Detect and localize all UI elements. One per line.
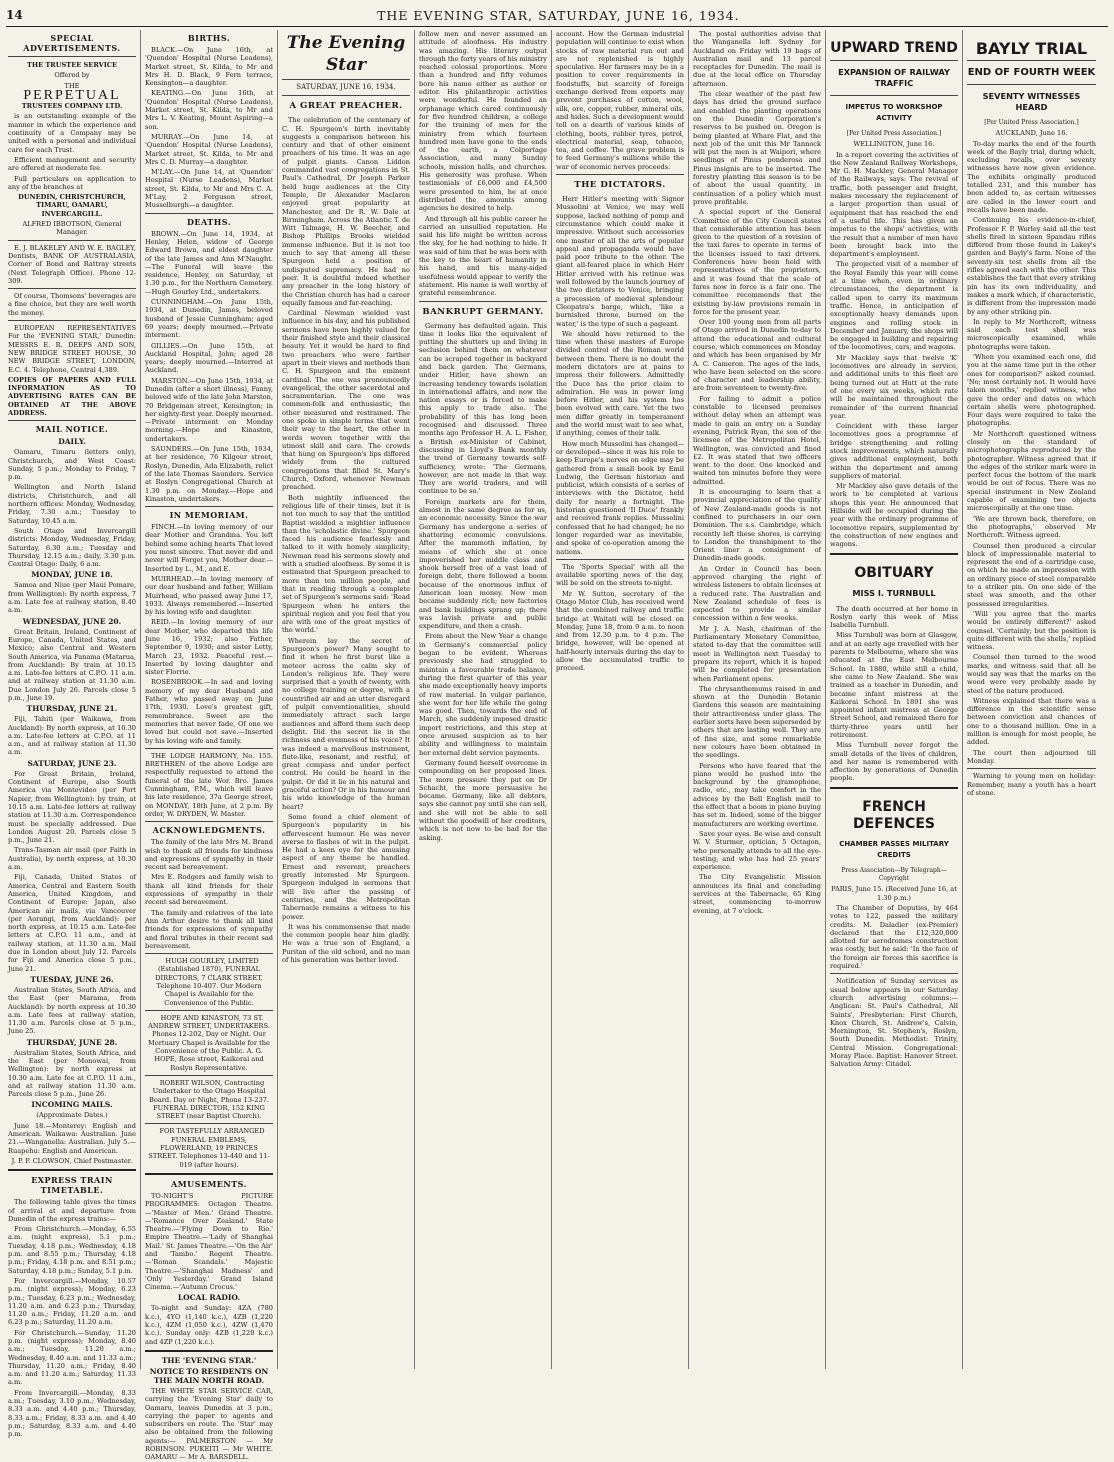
mail-item: Oamaru, Timaru (letters only), Christchurch, and West Coast: Sunday, 5 p.m.; Monday to Friday, 7 p.m.	[8, 448, 136, 482]
mail-item: Fiji, Canada, United States of America, Central and Eastern South America, United Kingdom, and Continent of Europe: Japan, also American air mails, via Vancouver (per Aorangi, from Auckland): per north express, at 10.15 a.m. Late-fee letters at C.P.O. 11 a.m., and at railway station, at 11.30 a.m. Mail due in London about July 12. Parcels for Fiji and America close 5 p.m., June 21.	[8, 873, 136, 973]
article-paragraph: 'When you examined each one, did you at the same time put in the other ones for comparison?' asked counsel. 'No; most certainly not. It would have taken months,' replied witness, who gave the order and dates on which certain shells were photographed. Four days were required to take the photographs.	[967, 353, 1096, 428]
news-item: Over 100 young men from all parts of Otago arrived in Dunedin to-day to attend the educational and cultural course, which commences on Monday and which has been organised by Mr A. C. Cameron. The ages of the lads, who have been selected on the score of character and leadership ability, are from seventeen to twenty-five.	[693, 318, 821, 393]
florist-ad: FOR TASTEFULLY ARRANGED FUNERAL EMBLEMS, FLOWERLAND, 19 PRINCES STREET. Telephones 13-440 and 11-019 (after hours).	[148, 1127, 270, 1169]
death-notice: GILLIES.—On June 15th, at Auckland Hospital, John; aged 28 years; deeply mourned.—Interred at Auckland.	[145, 341, 273, 375]
editorial-paragraph: Some found a chief element of Spurgeon's popularity in his effervescent humour. He was never averse to flashes of wit in the pulpit. He had a keen eye for the amusing aspect of any theme he handled. Ernest and reverent, preachers greatly interested Mr Spurgeon. Spurgeon indulged in sermons that will live after the passing of centuries, and the Metropolitan Tabernacle remains a witness to his power.	[282, 812, 410, 921]
mail-item: Australian States, South Africa, and the East (per Marama, from Auckland): by north express at 10.30 a.m. Late fees at railway station, 11.30 a.m. Parcels close at 5 p.m., June 25.	[8, 985, 136, 1036]
acknowledgments-heading: ACKNOWLEDGMENTS.	[152, 825, 266, 836]
service-car-notice: THE WHITE STAR SERVICE CAR, carrying the 'Evening Star' daily to Oamaru, leaves Dunedin at 3 p.m., carrying the paper to agents and subscribers en route. The 'Star' may also be obtained from the following agents:— PALMERSTON — Mr ROBINSON. PUKEITI — Mr WHITE. OAMARU — Mr A. BARSDELL.	[145, 1386, 273, 1462]
date-heading: THURSDAY, JUNE 28.	[26, 1037, 118, 1047]
mail-item: Samoa and Niue (per Maui Pomare, from Wellington): By north express, 7 a.m. Late fee at railway station, 8.40 a.m.	[8, 581, 136, 615]
article-paragraph: In a report covering the activities of the New Zealand Railway Workshops, Mr G. H. Mackley, General Manager of the Railways, says: The revival of traffic, both passenger and freight, makes necessary the replacement of a larger proportion than usual of equipment that has reached the end of a useful life. This has given an impetus to the shops' activities, with the result that a number of men have been brought back into the department's employment.	[830, 150, 958, 259]
express-timetable-heading: EXPRESS TRAIN TIMETABLE.	[31, 1175, 113, 1196]
mail-item: For Great Britain, Ireland, Continent of Europe, also South America via Montevideo (per Port Napier, from Wellington): by train, at 10.15 a.m. Late-fee letters at railway station at 11.30 a.m. Correspondence must be specially addressed. Due London August 20. Parcels close 5 p.m., June 21.	[8, 769, 136, 845]
birth-notice: MURRAY.—On June 14, at 'Quendon' Hospital (Nurse Leadens), Market street, St. Kilda, to Mr and Mrs C. D. Murray—a daughter.	[145, 132, 273, 166]
birth-notice: BLACK.—On June 16th, at 'Quendon' Hospital (Nurse Leadens), Market street, St. Kilda, to Mr and Mrs H. D. Black, 9 Fern terrace, Kensington—a daughter.	[145, 46, 273, 88]
timetable-item: From Invercargill.—Monday, 8.33 a.m.; Tuesday, 3.10 p.m.; Wednesday, 8.33 a.m. and 4.40 p.m.; Thursday, 8.33 a.m.; Friday, 8.33 a.m. and 4.40 p.m.; Saturday, 8.33 a.m. and 4.40 p.m.	[8, 1388, 136, 1439]
workshop-subheading: IMPETUS TO WORKSHOP ACTIVITY	[845, 103, 943, 122]
timetable-item: From Christchurch.—Monday, 6.55 a.m. (night express), 5.1 p.m.; Tuesday, 4.18 p.m.; Wednesday, 4.18 p.m. and 8.55 p.m.; Thursday, 4.18 p.m.; Friday, 4.18 p.m. and 8.51 p.m.; Saturday, 4.18 p.m.; Sunday, 5.1 p.m.	[8, 1225, 136, 1275]
date-heading: WEDNESDAY, JUNE 20.	[22, 616, 122, 626]
news-item: The City Evangelistic Mission announces its final and concluding services at the Tabernacle, 65 King street, commencing to-morrow evening, at 7 o'clock.	[693, 873, 821, 915]
memoriam-notice: FINCH.—In loving memory of our dear Mother and Grandma. You left behind some aching hearts That loved you most sincere. That never did and never will Forget you, Mother dear.—Inserted by L., M., and E.	[145, 523, 273, 573]
editorial-date: SATURDAY, JUNE 16, 1934.	[296, 83, 396, 91]
evening-star-notice: THE 'EVENING STAR.'	[161, 1355, 257, 1365]
postmaster-signature: J. P. P. CLOWSON, Chief Postmaster.	[11, 1156, 133, 1165]
article-paragraph: In reply to Mr Northcroft, witness said each test shell was microscopically examined, while photographs were taken.	[967, 317, 1096, 351]
mail-item: June 18.—Monterey: English and American. Waikawa: Australian. June 21.—Wanganella: Australian. July 5.—Ruapehu: English and American.	[8, 1121, 136, 1155]
upward-trend-headline: UPWARD TREND	[830, 40, 958, 56]
article-paragraph: The Chamber of Deputies, by 464 votes to 122, passed the military credits. M. Daladier (ex-Premier) declared that the £12,320,000 allotted for aerodromes construction was costly, but he said: 'In the face of the foreign air forces this sacrifice is required.'	[830, 903, 958, 971]
obituary-headline: OBITUARY	[854, 564, 934, 581]
columns	[4, 30, 1110, 1462]
birth-notice: KEATING.—On June 16th, at 'Quendon' Hospital (Nurse Leadens), Market street, St. Kilda, to Mr and Mrs L. V. Keating, Mount Aspiring—a son.	[145, 89, 273, 131]
copies-notice: COPIES OF PAPERS AND FULL INFORMATION AS TO ADVERTISING RATES CAN BE OBTAINED AT THE ABOVE ADDRESS.	[8, 375, 136, 417]
obituary-subheading: MISS I. TURNBULL	[852, 587, 936, 598]
in-memoriam-heading: IN MEMORIAM.	[169, 510, 249, 521]
mail-item: Trans-Tasman air mail (per Faith in Australia), by north express, at 10.30 a.m.	[8, 846, 136, 872]
article-paragraph: The projected visit of a member of the Royal Family this year will come at a time when, even in ordinary circumstances, the department is called upon to carry its maximum traffic. Hence, in anticipation of exceptionally heavy demands upon engines and rolling stock in December and January, the shops will be engaged in building and repairing of the locomotives, cars, and wagons.	[830, 260, 958, 352]
undertaker-ad: ROBERT WILSON, Contracting Undertaker to the Otago Hospital Board. Day or Night, Phone 13-237. FUNERAL DIRECTOR, 152 KING STREET (near Baptist Church).	[149, 1078, 269, 1121]
article-paragraph: Miss Turnbull never forgot the small details of the lives of children, and her name is remembered with affection by generations of Dunedin people.	[830, 741, 958, 783]
witnesses-subheading: SEVENTY WITNESSES HEARD	[982, 91, 1081, 112]
european-reps: EUROPEAN REPRESENTATIVES For the 'EVENING STAR,' Dunedin: MESSRS E. R. DEEPS AND SON, NEW BRIDGE STREET HOUSE, 30 NEW BRIDGE STREET, LONDON, E.C. 4. Telephone, Central 4,389.	[8, 324, 136, 374]
timetable-item: The following table gives the times of arrival at and departure from Dunedin of the express trains:—	[8, 1198, 136, 1223]
news-item: The postal authorities advise that the Wanganella left Sydney for Auckland on Friday with 19 bags of Australian mail and 13 parcel receptacles for Dunedin. The mail is due at the local office on Thursday afternoon.	[693, 30, 821, 88]
date-heading: SATURDAY, JUNE 23.	[27, 758, 117, 768]
death-notice: SAUNDERS.—On June 15th, 1934, at her residence, 76 Kilgour street, Roslyn, Dunedin, Ada Elizabeth, relict of the late Thomas Saunders. Service at Roslyn Congregational Church at 1.30 p.m. on Monday.—Hope and Kinaston, undertakers.	[145, 445, 273, 503]
dictators-heading: THE DICTATORS.	[574, 180, 666, 191]
article-paragraph: The court then adjourned till Monday.	[967, 748, 1096, 765]
news-item: Mr W. Sutton, secretary of the Otago Motor Club, has received word that the combined railway and traffic bridge at Waitati will be closed on Monday, June 18, from 9 a.m. to noon and from 12.30 p.m. to 4 p.m. The bridge, however, will be opened at half-hourly intervals during the day to allow the accumulated traffic to proceed.	[556, 589, 684, 673]
column-3	[278, 30, 415, 1369]
editorial-paragraph: How much Mussolini has changed—or developed—since it was his role to keep Europe's nerves on edge may be gathered from a small book by Emil Ludwig, the German historian and publicist, which consists of a series of interviews with the Dictator, held daily for nearly a fortnight. The historian questioned 'Il Duce' frankly and received frank replies. Mussolini confessed that he had changed; he no longer regarded war as inevitable, and spoke of co-operation among the nations.	[556, 439, 684, 556]
editorial-paragraph: We should have returned to the time when these masters of Europe divided control of the Roman world between them. There is no doubt the modern dictators are at pains to impress their followers. Admittedly the Duce has the prior claim to admiration. He was in power long before Hitler, and his system has been evolved with care. Yet the two men differ greatly in temperament and the world must wait to see what, if anything, comes of their talk.	[556, 329, 684, 438]
mail-item: Fiji, Tahiti (per Waikawa, from Auckland): By north express, at 10.30 a.m. Late-fee letters at C.P.O. at 11 a.m., and at railway station at 11.30 a.m.	[8, 715, 136, 757]
mail-item: Wellington and North Island districts, Christchurch, and all northern offices: Monday, Wednesday, Friday, 7.30 a.m.; Tuesday to Saturday, 10.45 a.m.	[8, 483, 136, 525]
article-paragraph: Miss Turnbull was born at Glasgow, and at an early age travelled with her parents to Melbourne, where she was educated at the East Melbourne School. In 1880, while still a child, she came to New Zealand. She was trained as a teacher in Dunedin, and became infant mistress at the Kaikorai School. In 1891 she was appointed infant mistress at George Street School, and remained there for thirty-three years until her retirement.	[830, 631, 958, 739]
trustee-text-2: Efficient management and security are offered at moderate fee.	[8, 155, 136, 173]
acknowledgment: The family of the late Mrs M. Brand wish to thank all friends for kindness and expressions of sympathy in their recent sad bereavement.	[145, 838, 273, 872]
date-heading: MONDAY, JUNE 18.	[31, 570, 113, 580]
death-notice: CUNNINGHAM.—On June 15th, 1934, at Dunedin, James, beloved husband of Jessie Cunningham; aged 69 years; deeply mourned.—Private interment.	[145, 298, 273, 340]
date-heading: TUESDAY, JUNE 26.	[30, 974, 114, 984]
masthead-title: THE EVENING STAR, SATURDAY, JUNE 16, 1934.	[377, 7, 740, 23]
column-4	[415, 30, 552, 1369]
radio-listing: To-night and Sunday: 4ZA (780 k.c.), 4YO (1,140 k.c.), 4ZB (1,220 k.c.), 4ZM (1,050 k.c.), 4ZW (1,470 k.c.). Sunday only: 4ZB (1,220 k.c.) and 4ZP (1,220 k.c.).	[145, 1304, 273, 1346]
column-1	[4, 30, 141, 1439]
article-paragraph: Mr Mackley says that twelve 'K' locomotives are already in service, and additional units to this fleet are being turned out at Hutt at the rate of one every six weeks, which rate will be maintained throughout the remainder of the current financial year.	[830, 353, 958, 420]
article-paragraph: 'Will you agree that the marks would be entirely different?' asked counsel. 'Certainly; but the position is quite different with the shells,' replied witness.	[967, 609, 1096, 652]
notice-heading: NOTICE TO RESIDENTS ON THE MAIN NORTH ROAD.	[149, 1366, 269, 1385]
news-item: The clear weather of the past few days has dried the ground surface and enabled the planting operations on the Dunedin Corporation's reserves to be pushed on. Oregon is being planted at Whare Flat, and the next job of the unit this Mr Tannock will put the men is at Waipori, where seedlings of Pinus ponderosa and Pinus insignis are to be inserted. The forestry planting this season is to be of about the usual quantity, in continuation of a policy which must prove profitable.	[693, 90, 821, 206]
offered-by: Offered by	[54, 71, 90, 80]
editorial-paragraph: follow men and never assumed an attitude of aloofness. His industry was amazing. His literary output through the forty years of his ministry reached colossal proportions. More than a hundred and fifty volumes bore his name either as author or editor. His philanthropic activities were wonderful. He founded an orphanage which cared continuously for five hundred children, a college for the training of men for the ministry from which fourteen hundred men have gone to the ends of the earth, a Colportage Association, and many Sunday schools, mission halls, and churches. His generosity was profuse. When testimonials of £6,000 and £4,500 were presented to him, he at once distributed the amounts among agencies he desired to help.	[419, 30, 547, 213]
railway-subheading: EXPANSION OF RAILWAY TRAFFIC	[838, 67, 950, 88]
article-paragraph: To-day marks the end of the fourth week of the Bayly trial, during which, excluding recalls, over seventy witnesses have now given evidence. The exhibits originally produced totalled 231, and this number has been added to, as certain witnesses are called in the lower court and recalls have been made.	[967, 139, 1096, 214]
news-item: Notification of Sunday services as usual below appears in our Saturday church advertising columns:—Anglican: St. Paul's Cathedral, All Saints', Presbyterian: First Church, Knox Church, St. Andrew's, Calvin, Mornington, St. Stephen's, Roslyn, South Dunedin. Methodist: Trinity, Central Mission. Congregational: Moray Place. Baptist: Hanover Street. Salvation Army: Citadel.	[830, 977, 958, 1069]
article-paragraph: Counsel then turned to the wood marks, and witness said that all he would say was that the marks on the wood were very probably made by steel of the nature produced.	[967, 653, 1096, 695]
dateline: PARIS, June 15. (Received June 16, at 1.30 p.m.)	[831, 885, 957, 902]
news-item: It is encouraging to learn that a provincial appreciation of the quality of New Zealand-made goods is not confined to purchasers in our own Dominion. The s.s. Cambridge, which recently left these shores, is carrying to London the transhipment to the Orient liner a consignment of Dunedin-made goods.	[693, 488, 821, 563]
article-paragraph: Counsel then produced a circular block of impressionable material to represent the end of a cartridge case, on which he made an impression with an ordinary piece of steel comparable to a striker pin. On one side of the steel was smooth, and the other possessed irregularities.	[967, 541, 1096, 608]
editorial-paragraph: account. How the German industrial population will continue to exist when stocks of raw material run out and are not replenished is highly speculative. Her farmers may be in a position to cover requirements in foodstuffs, but scarcity of foreign exchange derived from exports may prevent purchases of cotton, wool, silk, ore, copper, rubber, mineral oils, and hides. Such a development would tell on a dearth of various kinds of clothing, boots, rubber tyres, petrol, electrical material, soap, tobacco, tea, and coffee. The grave problem is to feed Germany's millions while the war of economic nerves proceeds.	[556, 30, 684, 171]
editorial-heading: A GREAT PREACHER.	[289, 101, 403, 112]
fourth-week-subheading: END OF FOURTH WEEK	[967, 67, 1096, 78]
editorial-paragraph: Germany has defaulted again. This time it looks like the equivalent of putting the shutters up and living in seclusion behind them on whatever can be scraped together in backyard and back garden. The Germans, under Hitler, have shown an increasing tendency towards isolation in international affairs, and now the nation essays or is forced to make this apply to trade also. The probability of this has long been recognised and discussed. Three months ago Professor H. A. L. Fisher, a British ex-Minister of Cabinet, discussing in Lloyd's Bank monthly the trend of Germany towards self-sufficiency, wrote: 'The Germans, however, are not made in that way. They are world traders, and will continue to be so.'	[419, 321, 547, 496]
births-heading: BIRTHS.	[187, 33, 231, 43]
editorial-paragraph: Foreign markets are for them, almost in the same degree as for us, an economic necessity. Since the war Germany has undergone a series of shattering economic convulsions. After the mammoth inflation, by means of which she at once impoverished her middle class and shook herself free of a vast load of foreign debt, there followed a boom because of the enormous influx of American loan money. New men became suddenly rich; new factories and bank buildings sprang up; there was lavish private and public expenditure, and then a crash.	[419, 497, 547, 631]
article-paragraph: 'We are thrown back, therefore, on the photographs,' observed Mr Northcroft. Witness agreed.	[967, 514, 1096, 540]
deaths-heading: DEATHS.	[186, 216, 232, 227]
general-manager: ALFRED IBBOTSON, General Manager.	[22, 220, 122, 237]
editorial-paragraph: Wherein lay the secret of Spurgeon's power? Many sought to find it when he first burst like a meteor across the calm sky of London's religious life. They were surprised that a youth of twenty, with no college training or degree, with a countrified air and an utter disregard of pulpit conventionalities, should immediately attract such large audiences and afford them such deep delight. Did the secret lie in the richness and evenness of his voice? It was indeed a marvellous instrument, flute-like, resonant, and restful, of great compass and under perfect control. He could be heard in the pulpit. Or did it lie in his natural and graceful action? Or in his humour and his wide knowledge of the human heart?	[282, 636, 410, 811]
page-number: 14	[6, 8, 23, 22]
incoming-subheading: (Approximate Dates.)	[36, 1111, 108, 1120]
picture-programmes: TO-NIGHT'S PICTURE PROGRAMMES: Octagon Theatre.—'Master of Men.' Grand Theatre.—'Romance Over Zealand.' State Theatre.—'Flying Down to Rio.' Empire Theatre.—'Lady of Shanghai Mail.' St. James Theatre.—'On the Air' and 'Tambo.' Regent Theatre.—'Roman Scandals.' Majestic Theatre.—'Shanghai Madness' and 'Only Yesterday.' Grand Island Cinema.—'Autumn Crocus.'	[145, 1191, 273, 1292]
news-item: The 'Sports Special' with all the available sporting news of the day, will be sold on the streets to-night.	[556, 562, 684, 588]
mail-item: Great Britain, Ireland, Continent of Europe, Canada, United States, and Mexico; also Central and Western South America, via Panama (Matarua, from Auckland): By train at 10.15 a.m. Late-fee letters at C.P.O. 11 a.m. and at railway station at 11.30 a.m. Due London July 26. Parcels close 5 p.m., June 19.	[8, 627, 136, 702]
news-item: Mr J. A. Nash, chairman of the Parliamentary Monetary Committee, stated to-day that the committee will meet in Wellington next Tuesday to prepare its report, which it is hoped will be completed for presentation when Parliament opens.	[693, 624, 821, 683]
bankrupt-germany-heading: BANKRUPT GERMANY.	[422, 306, 544, 317]
timetable-item: For Christchurch.—Sunday, 11.20 p.m. (night express); Monday, 8.40 a.m.; Tuesday, 11.20 a.m.; Wednesday, 8.40 a.m. and 11.33 a.m.; Thursday, 11.20 a.m.; Friday, 8.40 a.m. and 11.20 a.m.; Saturday, 11.33 a.m.	[8, 1328, 136, 1387]
dateline: AUCKLAND, June 16.	[995, 129, 1068, 138]
article-paragraph: Mr Mackley also gave details of the work to be completed at various shops this year. He announced that Hillside will be occupied during the year with the ordinary programme of locomotive repairs, supplemented by the construction of new engines and wagons.	[830, 482, 958, 549]
mail-item: South Otago and Invercargill districts: Monday, Wednesday, Friday, Saturday, 6.30 a.m.; Tuesday and Thursday, 12.15 a.m.; daily, 3.30 p.m. Central Otago: Daily, 6 a.m.	[8, 526, 136, 569]
column-5	[552, 30, 689, 1369]
column-7	[826, 30, 963, 1369]
news-item: For failing to admit a police constable to licensed premises without delay when an attempt was made to gain an entry on a Sunday evening, Patrick Ryan, the son of the licensee of the Metropolitan Hotel, Wellington, was convicted and fined £2. It was stated that two officers went to the door. One knocked and waited ten minutes before they were admitted.	[693, 394, 821, 486]
birth-notice: M'LAY.—On June 14, at 'Quendon' Hospital (Nurse Leadens), Market street, St. Kilda, to Mr and Mrs C. A. M'Lay, 2 Ferguson street, Musselburgh—a daughter.	[145, 168, 273, 210]
editorial-paragraph: Herr Hitler's meeting with Signor Mussolini at Venice, we may well suppose, lacked nothing of pomp and circumstance which could make it impressive. Without such accessories one master of all the arts of popular appeal and propaganda would have paid poor tribute to the other. The giant all-feared place in which Herr Hitler arrived with his retinue was well followed by the launch journey of the two dictators to Venice, bringing a procession of medieval splendour. Cleopatra's barge, which, 'like a burnished throne, burned on the water,' is the type of such a pageant.	[556, 195, 684, 328]
press-credit: [Per United Press Association.]	[984, 119, 1079, 126]
news-item: A special report of the General Committee of the City Council states that considerable attention has been given to the question of a revision of the taxi fares to operate in terms of the licenses issued to taxi drivers. Conferences have been held with representatives of the proprietors, and it was found that the scale of fares now in force is a fair one. The committee recommends that the existing by-law provisions remain in force for the present year.	[693, 208, 821, 316]
memoriam-notice: REID.—In loving memory of our dear Mother, who departed this life June 16, 1932; also Father, September 9, 1930; and sister Letty, March 23, 1932. Peaceful rest.—Inserted by loving daughter and sister Florrie.	[145, 618, 273, 677]
death-notice: MARSTON.—On June 15th, 1934, at Dunedin (after a short illness), Fanny, beloved wife of the late John Marston, 70 Bridgeman street, Kensington; in her eighty-first year. Deeply mourned.—Private interment on Monday morning.—Hope and Kinaston, undertakers.	[145, 376, 273, 443]
editorial-paragraph: The celebration of the centenary of C. H. Spurgeon's birth inevitably suggests a comparison between his century and that of other eminent preachers of his time. It was an age of pulpit giants. Canon Liddon commanded vast congregations in St. Paul's Cathedral, Dr Joseph Parker held huge audiences at the City Temple, Dr Alexander Maclaren enjoyed great popularity at Manchester, and Dr R. W. Dale at Birmingham. Across the Atlantic T. de Witt Talmage, H. W. Beecher, and Bishop Phillips Brooks wielded immense influence. But it is not too much to say that among all these Spurgeon held a position of undisputed supremacy. He had no peer. It is doubtful indeed whether any preacher in the long history of the Christian church has had a career equally famous and far-reaching.	[282, 116, 410, 307]
news-item: The chrysanthemums raised in and shown at the Dunedin Botanic Gardens this season are maintaining their attractiveness under glass. The earlier sorts have been superseded by others that are lasting well. They are of fine size, and some remarkable new colours have been obtained in the seedlings.	[693, 684, 821, 760]
editorial-paragraph: Germany found herself overcome in compounding on her proposed lines. The more pressure they put on Dr Schacht, the more persuasive he became. Germany, like all debtors, says she cannot pay until she can sell, and she will not be able to sell without the goodwill of her creditors, which is not now to be had for the asking.	[419, 758, 547, 842]
article-paragraph: Coincident with these larger locomotives goes a programme of bridge strengthening and rolling stock improvements, which naturally gives additional employment, both within the department and among suppliers of material.	[830, 422, 958, 480]
branches: DUNEDIN, CHRISTCHURCH, TIMARU, OAMARU, INVERCARGILL.	[18, 193, 126, 218]
thomson-ad: Of course, Thomsons' beverages are a fine choice, but they are well worth the money.	[8, 292, 136, 317]
mail-item: Australian States, South Africa, and the East (per Monowai, from Wellington): by north express at 10.30 a.m. Late fee at C.P.O. 11 a.m., and at railway station 11.30 a.m. Parcels close 5 p.m., June 26.	[8, 1048, 136, 1099]
lodge-notice: THE LODGE HARMONY, No. 155. BRETHREN of the above Lodge are respectfully requested to attend the funeral of the late Wor. Bro. James Cunningham, P.M., which will leave his late residence, 37a George street, on MONDAY, 18th June, at 2 p.m. By order, W. DRYDEN, W. Master.	[145, 751, 273, 818]
news-item: Save your eyes. Be wise and consult W. V. Sturmer, optician, 5 Octagon, who personally attends to all the eye-testing, and who has had 25 years' experience.	[693, 829, 821, 872]
bayly-trial-headline: BAYLY TRIAL	[975, 39, 1088, 58]
editorial-paragraph: Cardinal Newman wielded vast influence in his day, and his published sermons have been highly valued for their finished style and their classical beauty. Yet it would be hard to find two preachers who were farther apart in their views and methods than C. H. Spurgeon and the eminent cardinal. The one was pronouncedly evangelical, the other sacerdotal and sacramentarian. The one was common-folk and enthusiastic, the other measured and restrained. The one spoke in simple terms that went their way to the heart, the other in words woven together with the utmost skill and care. The crowds that hung on Spurgeon's lips differed widely from the cultured congregations that filled St. Mary's Church, Oxford, whenever Newman preached.	[282, 309, 410, 492]
newspaper-nameplate: The Evening Star	[286, 33, 406, 75]
acknowledgment: Mrs E. Rodgers and family wish to thank all kind friends for their expressions of sympathy in their recent sad bereavement.	[145, 873, 273, 907]
column-2	[141, 30, 278, 1462]
masthead	[6, 4, 1108, 27]
incoming-mails-heading: INCOMING MAILS.	[31, 1100, 113, 1110]
dateline: WELLINGTON, June 16.	[853, 140, 935, 149]
editorial-paragraph: And through all his public career he carried an unsullied reputation. He said his life might be written across the sky, for he had nothing to hide. It was said of him that he was born with the key to the heart of humanity in his hand, and his many-sided usefulness would appear to verify the statement. His name is well worthy of grateful remembrance.	[419, 214, 547, 298]
undertaker-ad: HOPE AND KINASTON, 73 ST. ANDREW STREET, UNDERTAKERS. Phones 12-202, Day or Night. Our Mortuary Chapel is Available for the Convenience of the Public. A. G. HOPE, Rose street, Kaikorai and Roslyn Representative.	[148, 1013, 270, 1072]
french-defences-headline: FRENCH DEFENCES	[853, 798, 935, 832]
article-paragraph: Continuing his evidence-in-chief, Professor F. P. Worley said all the test shells fired in sixteen Spandau rifles differed from those found in Lakey's garden and Bayly's farm. None of the seventy-six test shells from all the rifles agreed each with the other. This establishes the fact that every striking pin has its own individuality, and makes a mark which, if characteristic, is different from the impression made by any other striking pin.	[967, 216, 1096, 316]
article-paragraph: The death occurred at her home in Roslyn early this week of Miss Isabella Turnbull.	[830, 604, 958, 630]
press-credit: [Per United Press Association.]	[846, 130, 942, 137]
french-subheading: CHAMBER PASSES MILITARY CREDITS	[839, 839, 949, 859]
article-paragraph: Witness explained that there was a difference in the scientific sense between conviction and chances of one to a thousand million. One in a million is enough for most people, he added.	[967, 696, 1096, 747]
article-paragraph: Mr Northcroft questioned witness closely on the standard of microphotographs reproduced by the photographer. Witness agreed that if the edges of the striker mark were in perfect focus the bottom of the mark would be out of focus. There was no special instrument in New Zealand capable of examining two objects microscopically at the one time.	[967, 429, 1096, 513]
mail-notice-heading: MAIL NOTICE.	[35, 424, 109, 435]
undertaker-ad: HUGH GOURLEY, LIMITED (Established 1870), FUNERAL DIRECTORS, 7 CLARK STREET. Telephone 10-407. Our Modern Chapel is Available for the Convenience of the Public.	[155, 957, 263, 1007]
trustee-heading: THE TRUSTEE SERVICE	[26, 61, 118, 69]
dentists-ad: E. J. BLAKELEY AND W. E. BAGLEY, Dentists, BANK OF AUSTRALASIA, Corner of Bond and Rattray streets (Next Telegraph Office). Phone 12-309.	[8, 243, 136, 285]
news-item: Warning to young men on holiday: Remember, many a youth has a heart of stone.	[967, 772, 1096, 797]
company-name: TRUSTEES COMPANY LTD.	[21, 102, 123, 111]
daily-heading: DAILY.	[58, 437, 86, 447]
the-label: THE	[64, 81, 80, 90]
news-item: Persons who have feared that the piano would be pushed into the background by the gramophone, radio, etc., may take comfort in the advices by the Bell English mail to the effect that a boom in piano buying has set in. Indeed, some of the bigger manufacturers are working overtime.	[693, 761, 821, 828]
amusements-heading: AMUSEMENTS.	[171, 1178, 247, 1189]
acknowledgment: The family and relatives of the late Ann Arthur desire to thank all kind friends for expressions of sympathy and floral tributes in their recent sad bereavement.	[145, 908, 273, 950]
date-heading: THURSDAY, JUNE 21.	[26, 704, 118, 714]
timetable-item: For Invercargill.—Monday, 10.57 p.m. (night express); Monday, 6.23 p.m.; Tuesday, 6.23 p.m.; Wednesday, 11.20 a.m. and 6.23 p.m.; Thursday, 11.20 a.m.; Friday, 11.20 a.m. and 6.23 p.m.; Saturday, 11.20 a.m.	[8, 1276, 136, 1327]
news-item: An Order in Council has been approved charging the right of wireless listeners to obtain licenses at a reduced rate. The Australian and New Zealand schedule of fees is expected to provide a similar concession within a few weeks.	[693, 564, 821, 623]
perpetual-logo: PERPETUAL	[23, 87, 121, 103]
column-8	[963, 30, 1100, 1369]
trustee-text-3: Full particulars on application to any of the branches at	[8, 174, 136, 191]
column-6	[689, 30, 826, 1369]
editorial-paragraph: It was his commonsense that made the common people hear him gladly. He was a true son of England, a Puritan of the old school, and no man of his generation was better loved.	[282, 922, 410, 964]
editorial-paragraph: From about the New Year a change in Germany's commercial policy began to be evident. Whereas previously she had struggled to maintain a favourable trade balance, during the first quarter of this year she made exceptionally heavy imports of raw material. In vulgar parlance, she went for her life while the going was good. Then, towards the end of March, she suddenly imposed drastic import restrictions, and this step at once aroused suspicion as to her ability and willingness to maintain her external debt service payments.	[419, 632, 547, 757]
trustee-text: is an outstanding example of the manner in which the experience and continuity of a Company may be united with a personal and individual care for each Trust.	[8, 112, 136, 154]
press-credit: Press Association—By Telegraph—Copyright	[841, 866, 947, 883]
memoriam-notice: MUIRHEAD.—In loving memory of our dear husband and father, William Muirhead, who passed away June 17, 1933. Always remembered.—Inserted by his loving wife and daughter.	[145, 574, 273, 617]
radio-heading: LOCAL RADIO.	[177, 1293, 241, 1303]
death-notice: BROWN.—On June 14, 1934, at Henley, Helen, widow of George Edward Brown, and eldest daughter of the late James and Ann M'Naught.—The Funeral will leave the residence, Henley, on Saturday, at 1.30 p.m., for the Northern Cemetery.—Hugh Gourley Ltd., undertakers.	[145, 229, 273, 296]
memoriam-notice: ROSENBROOK.—In sad and loving memory of my dear Husband and Father, who passed away on June 17th, 1930. Love's greatest gift, remembrance. Sweet are the memories that never fade, Of one we loved but could not save.—Inserted by his loving wife and family.	[145, 678, 273, 745]
editorial-paragraph: Both mightily influenced the religious life of their times, but it is not too much to say that the untitled Baptist wielded a mightier influence than the 'scholastic divine.' Spurgeon faced his audience fearlessly and talked to it with homely simplicity; Newman read his sermons slowly and with a studied aloofness. By some it is estimated that Spurgeon preached to more than ten million people, and that in reading through a complete set of Spurgeon's sermons said: 'Read Spurgeon when he enters the spiritual region and you feel that you are with one of the great mystics of the world.'	[282, 493, 410, 635]
special-ads-heading: SPECIAL ADVERTISEMENTS.	[23, 33, 121, 53]
